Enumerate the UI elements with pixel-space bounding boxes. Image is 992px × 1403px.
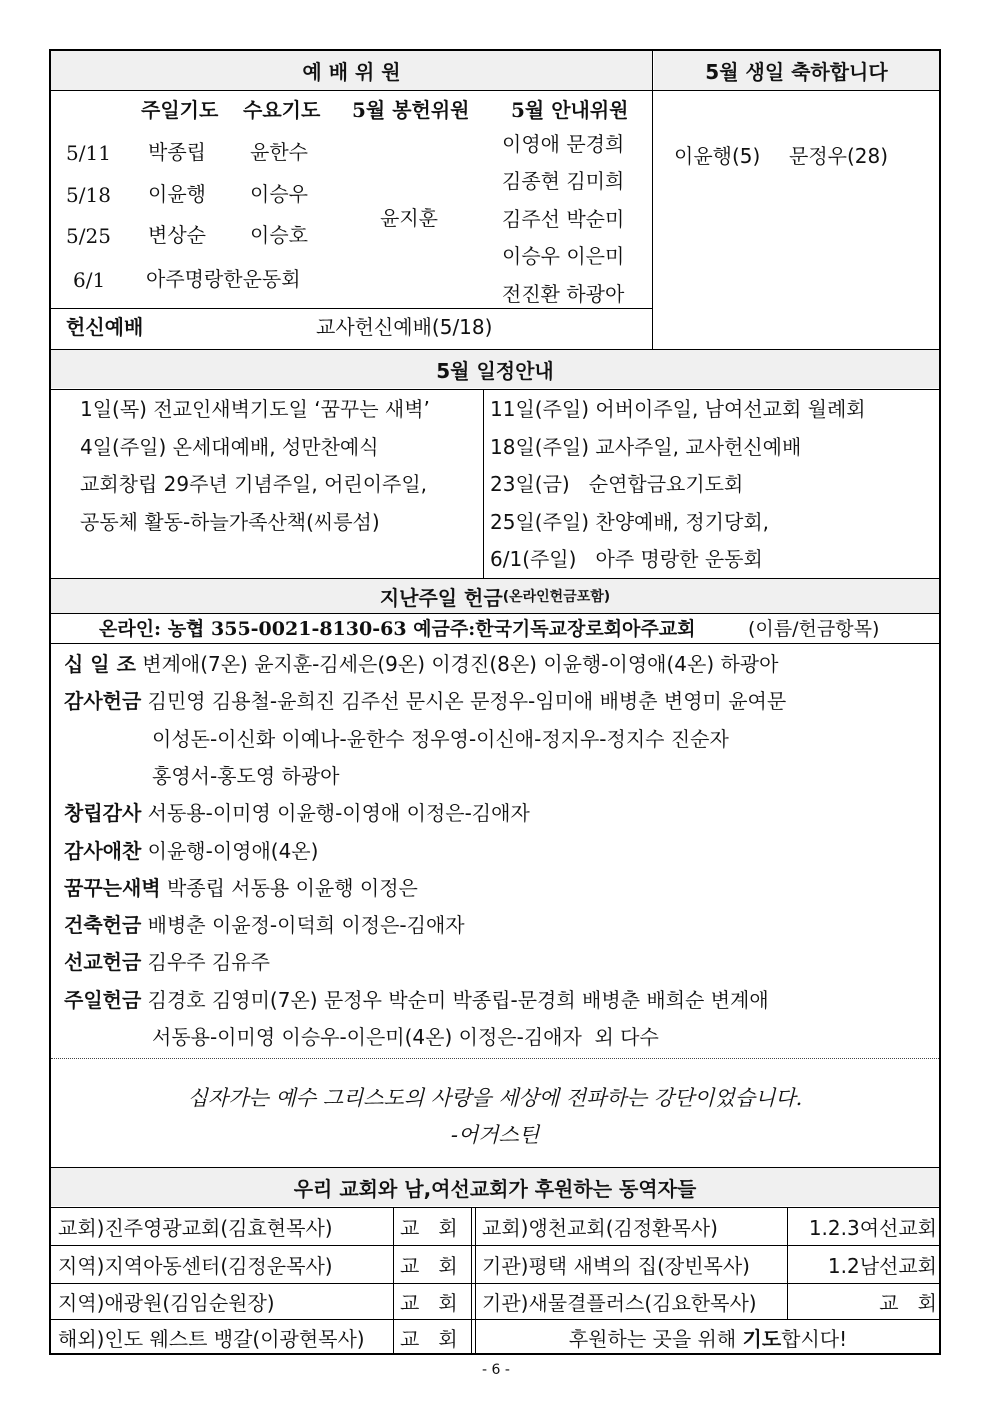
offering-row-dawn	[64, 878, 418, 898]
schedule-right-item: 6/1(주일) 아주 명랑한 운동회	[490, 547, 763, 571]
support-closing-text: 합시다!	[781, 1326, 848, 1351]
schedule-left-item: 교회창립 29주년 기념주일, 어린이주일,	[80, 472, 428, 496]
schedule-right-item: 11일(주일) 어버이주일, 남여선교회 월례회	[490, 397, 866, 421]
schedule-header	[51, 350, 939, 388]
offering-names: 변계애(7온) 윤지훈-김세은(9온) 이경진(8온) 이윤행-이영애(4온) 하광아	[142, 652, 779, 676]
sunday-prayer-name: 박종립	[148, 140, 206, 164]
offering-names-cont: 홍영서-홍도영 하광아	[152, 764, 340, 788]
support-header	[51, 1168, 939, 1206]
support-partner: 해외)인도 웨스트 뱅갈(이광현목사)	[58, 1326, 365, 1351]
wednesday-prayer-name: 이승호	[250, 223, 308, 247]
usher-pair: 김주선 박순미	[502, 207, 625, 231]
offering-row-sunday	[64, 990, 769, 1010]
support-by: 교 회	[400, 1216, 458, 1240]
offering-names-cont: 이성돈-이신화 이예나-윤한수 정우영-이신애-정지우-정지수 진순자	[152, 727, 729, 751]
schedule-left-item: 4일(주일) 온세대예배, 성만찬예식	[80, 435, 379, 459]
worship-date: 5/18	[66, 183, 111, 207]
sunday-prayer-name: 변상순	[148, 223, 206, 247]
support-partner: 지역)애광원(김임순원장)	[58, 1291, 275, 1315]
support-by: 1.2남선교회	[827, 1254, 937, 1278]
offering-row-mission	[64, 952, 270, 972]
dedication-label: 헌신예배	[66, 315, 144, 339]
support-partner: 기관)새물결플러스(김요한목사)	[482, 1291, 757, 1315]
support-header-text: 우리 교회와 남,여선교회가 후원하는 동역자들	[293, 1176, 697, 1201]
offering-label: 십 일 조	[64, 652, 136, 676]
offering-names: 박종립 서동용 이윤행 이정은	[166, 876, 418, 900]
offering-names: 김우주 김유주	[147, 950, 270, 974]
worship-event: 아주명랑한운동회	[146, 267, 301, 291]
support-by: 1.2.3여선교회	[808, 1216, 937, 1240]
support-partner: 교회)앵천교회(김정환목사)	[482, 1216, 718, 1240]
worship-date: 5/25	[66, 224, 111, 248]
col-header-ushers: 5월 안내위원	[511, 98, 629, 122]
offering-member-name: 윤지훈	[380, 206, 438, 230]
col-header-sunday-prayer: 주일기도	[141, 98, 219, 122]
offering-header	[51, 579, 939, 613]
sunday-prayer-name: 이윤행	[148, 182, 206, 206]
page-number: - 6 -	[482, 1362, 510, 1378]
offering-names: 김경호 김영미(7온) 문정우 박순미 박종립-문경희 배병춘 배희순 변계애	[147, 988, 769, 1012]
support-by: 교 회	[400, 1254, 458, 1278]
offering-header-text: 지난주일 헌금	[379, 585, 503, 610]
dedication-value: 교사헌신예배(5/18)	[316, 315, 493, 339]
worship-date: 6/1	[73, 268, 106, 292]
offering-row-meal	[64, 841, 318, 861]
birthday-header-text: 5월 생일 축하합니다	[705, 60, 888, 84]
schedule-right-item: 25일(주일) 찬양예배, 정기당회,	[490, 510, 770, 534]
col-header-offering-members: 5월 봉헌위원	[352, 98, 470, 122]
wednesday-prayer-name: 윤한수	[250, 140, 308, 164]
offering-label: 주일헌금	[64, 988, 142, 1012]
col-header-wednesday-prayer: 수요기도	[243, 98, 321, 122]
offering-label: 감사헌금	[64, 689, 142, 713]
offering-label: 창립감사	[64, 801, 142, 825]
wednesday-prayer-name: 이승우	[250, 182, 308, 206]
support-partner: 기관)평택 새벽의 집(장빈목사)	[482, 1254, 750, 1278]
support-by: 교 회	[400, 1326, 458, 1351]
support-closing-bold: 기도	[742, 1326, 782, 1351]
usher-pair: 이영애 문경희	[502, 132, 625, 156]
birthday-name: 문정우(28)	[789, 144, 889, 168]
schedule-left-item: 공동체 활동-하늘가족산책(씨릉섬)	[80, 510, 380, 534]
support-partner: 교회)진주영광교회(김효현목사)	[58, 1216, 333, 1240]
online-account-info: 온라인: 농협 355-0021-8130-63 예금주:한국기독교장로회아주교회	[99, 618, 696, 640]
offering-row-tithe	[64, 654, 778, 674]
birthday-header	[654, 51, 939, 90]
offering-names-cont: 서동용-이미영 이승우-이은미(4온) 이정은-김애자 외 다수	[152, 1025, 659, 1049]
worship-header	[51, 51, 652, 90]
offering-row-building	[64, 915, 465, 935]
schedule-right-item: 18일(주일) 교사주일, 교사헌신예배	[490, 435, 802, 459]
schedule-right-item: 23일(금) 순연합금요기도회	[490, 472, 744, 496]
worship-header-text: 예 배 위 원	[302, 60, 401, 84]
worship-date: 5/11	[66, 141, 111, 165]
support-by: 교 회	[400, 1291, 458, 1315]
online-account-note: (이름/헌금항목)	[748, 618, 880, 640]
offering-label: 선교헌금	[64, 950, 142, 974]
usher-pair: 김종현 김미희	[502, 169, 625, 193]
offering-header-note: (온라인헌금포함)	[502, 589, 611, 605]
usher-pair: 이승우 이은미	[502, 244, 625, 268]
usher-pair: 전진환 하광아	[502, 282, 625, 306]
offering-names: 김민영 김용철-윤희진 김주선 문시온 문정우-임미애 배병춘 변영미 윤여문	[147, 689, 787, 713]
offering-names: 서동용-이미영 이윤행-이영애 이정은-김애자	[147, 801, 530, 825]
offering-label: 건축헌금	[64, 913, 142, 937]
support-by: 교 회	[879, 1291, 937, 1315]
schedule-header-text: 5월 일정안내	[436, 358, 554, 383]
support-closing	[477, 1320, 939, 1354]
support-partner: 지역)지역아동센터(김정운목사)	[58, 1254, 333, 1278]
birthday-name: 이윤행(5)	[674, 144, 761, 168]
offering-row-founding	[64, 803, 530, 823]
offering-row-thanks	[64, 691, 786, 711]
schedule-left-item: 1일(목) 전교인새벽기도일 ‘꿈꾸는 새벽’	[80, 397, 430, 421]
offering-names: 이윤행-이영애(4온)	[147, 839, 319, 863]
support-closing-text: 후원하는 곳을 위해	[568, 1326, 743, 1351]
quote-text: 십자가는 예수 그리스도의 사랑을 세상에 전파하는 강단이었습니다.	[187, 1086, 803, 1110]
quote-author: -어거스틴	[450, 1123, 540, 1147]
offering-label: 꿈꾸는새벽	[64, 876, 161, 900]
offering-label: 감사애찬	[64, 839, 142, 863]
offering-names: 배병춘 이윤정-이덕희 이정은-김애자	[147, 913, 465, 937]
